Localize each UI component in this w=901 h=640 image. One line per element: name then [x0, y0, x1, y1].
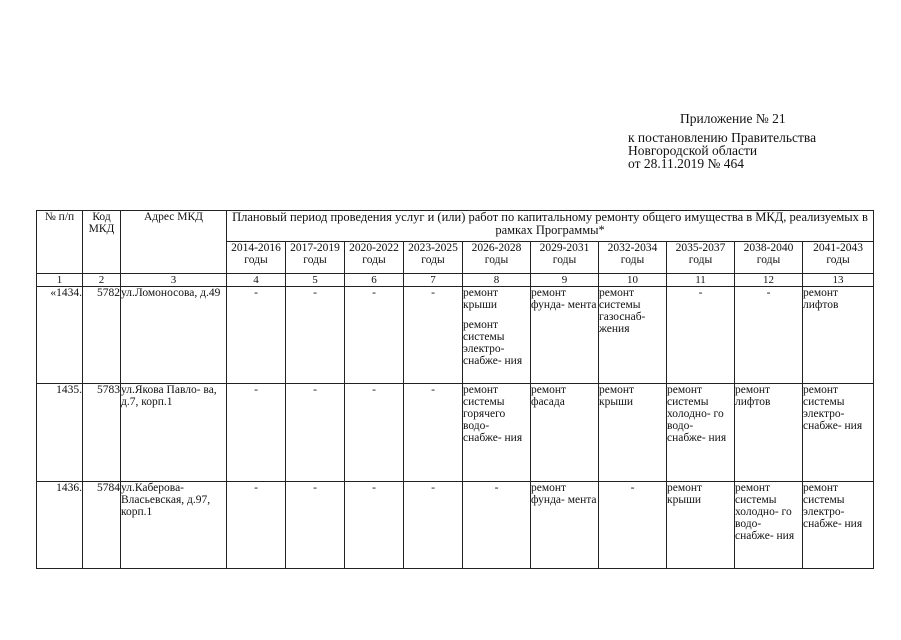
- work-item: ремонт фунда- мента: [531, 482, 597, 506]
- work-cell: [803, 384, 874, 482]
- work-item: ремонт лифтов: [803, 287, 839, 311]
- column-number: 10: [599, 274, 667, 287]
- building-code: 5783: [83, 384, 121, 482]
- header-period-title: Плановый период проведения услуг и (или) работ по капитальному ремонту общего имущества в МКД, реализуемых в рамках Программы*: [227, 211, 874, 242]
- building-code: 5782: [83, 287, 121, 384]
- header-line: к постановлению Правительства: [628, 130, 817, 145]
- no-work-dash: -: [372, 482, 376, 494]
- period-header: 2014-2016 годы: [227, 242, 286, 274]
- work-cell: [286, 482, 345, 569]
- period-header: 2041-2043 годы: [803, 242, 874, 274]
- work-cell: [345, 482, 404, 569]
- column-number: 12: [735, 274, 803, 287]
- no-work-dash: -: [313, 482, 317, 494]
- column-number: 3: [121, 274, 227, 287]
- column-number: 8: [463, 274, 531, 287]
- no-work-dash: -: [431, 384, 435, 396]
- no-work-dash: -: [254, 287, 258, 299]
- no-work-dash: -: [431, 287, 435, 299]
- work-cell: [531, 287, 599, 384]
- work-cell: [599, 384, 667, 482]
- header-code: Код МКД: [83, 211, 121, 274]
- period-header: 2032-2034 годы: [599, 242, 667, 274]
- column-number: 4: [227, 274, 286, 287]
- column-number: 9: [531, 274, 599, 287]
- work-cell: [735, 287, 803, 384]
- row-number: 1435.: [37, 384, 83, 482]
- table-row: [37, 384, 874, 482]
- work-cell: [227, 482, 286, 569]
- header-line: от 28.11.2019 № 464: [628, 156, 744, 171]
- work-cell: [227, 384, 286, 482]
- no-work-dash: -: [766, 287, 771, 299]
- column-number: 11: [667, 274, 735, 287]
- no-work-dash: -: [313, 384, 317, 396]
- table-row: [37, 482, 874, 569]
- row-number: «1434.: [37, 287, 83, 384]
- period-header: 2023-2025 годы: [404, 242, 463, 274]
- work-item: ремонт крыши: [599, 384, 635, 408]
- column-number: 1: [37, 274, 83, 287]
- period-header: 2038-2040 годы: [735, 242, 803, 274]
- work-item: ремонт лифтов: [735, 384, 771, 408]
- header-address: Адрес МКД: [121, 211, 227, 274]
- work-cell: [735, 482, 803, 569]
- column-number: 7: [404, 274, 463, 287]
- work-cell: [345, 384, 404, 482]
- no-work-dash: -: [254, 384, 258, 396]
- no-work-dash: -: [431, 482, 435, 494]
- work-cell: [463, 384, 531, 482]
- header-line: Новгородской области: [628, 143, 758, 158]
- no-work-dash: -: [372, 384, 376, 396]
- building-address: ул.Каберова- Власьевская, д.97, корп.1: [121, 482, 227, 569]
- work-cell: [404, 287, 463, 384]
- no-work-dash: -: [494, 482, 499, 494]
- work-cell: [404, 482, 463, 569]
- work-item: ремонт фасада: [531, 384, 567, 408]
- work-cell: [531, 384, 599, 482]
- period-header: 2035-2037 годы: [667, 242, 735, 274]
- work-cell: [286, 384, 345, 482]
- work-cell: [599, 482, 667, 569]
- work-cell: [463, 482, 531, 569]
- work-cell: [667, 287, 735, 384]
- work-item: ремонт системы газоснаб- жения: [599, 287, 646, 335]
- work-item: ремонт системы холодно- го водо- снабже- ния: [667, 384, 727, 444]
- work-cell: [345, 287, 404, 384]
- column-number: 5: [286, 274, 345, 287]
- column-number: 2: [83, 274, 121, 287]
- header-num: № п/п: [37, 211, 83, 274]
- no-work-dash: -: [630, 482, 635, 494]
- no-work-dash: -: [372, 287, 376, 299]
- work-item: ремонт фунда- мента: [531, 287, 597, 311]
- appendix-header: [628, 112, 816, 170]
- work-cell: [667, 482, 735, 569]
- work-item: ремонт системы электро- снабже- ния: [463, 319, 523, 367]
- period-header: 2026-2028 годы: [463, 242, 531, 274]
- column-number: 6: [345, 274, 404, 287]
- building-address: ул.Ломоносова, д.49: [121, 287, 227, 384]
- work-cell: [735, 384, 803, 482]
- work-item: ремонт системы электро- снабже- ния: [803, 384, 863, 432]
- building-code: 5784: [83, 482, 121, 569]
- appendix-title: Приложение № 21: [680, 111, 786, 126]
- no-work-dash: -: [254, 482, 258, 494]
- no-work-dash: -: [313, 287, 317, 299]
- work-cell: [667, 384, 735, 482]
- work-cell: [227, 287, 286, 384]
- work-cell: [286, 287, 345, 384]
- capital-repair-table: [36, 210, 874, 569]
- row-number: 1436.: [37, 482, 83, 569]
- work-cell: [463, 287, 531, 384]
- period-header: 2029-2031 годы: [531, 242, 599, 274]
- period-header: 2017-2019 годы: [286, 242, 345, 274]
- work-item: ремонт системы холодно- го водо- снабже- ния: [735, 482, 795, 542]
- work-cell: [803, 482, 874, 569]
- work-item: ремонт системы электро- снабже- ния: [803, 482, 863, 530]
- work-cell: [803, 287, 874, 384]
- work-cell: [404, 384, 463, 482]
- work-item: ремонт крыши: [463, 287, 499, 311]
- table-row: [37, 287, 874, 384]
- no-work-dash: -: [698, 287, 703, 299]
- column-number: 13: [803, 274, 874, 287]
- work-cell: [599, 287, 667, 384]
- building-address: ул.Якова Павло- ва, д.7, корп.1: [121, 384, 227, 482]
- work-item: ремонт крыши: [667, 482, 703, 506]
- period-header: 2020-2022 годы: [345, 242, 404, 274]
- work-item: ремонт системы горячего водо- снабже- ния: [463, 384, 523, 444]
- work-cell: [531, 482, 599, 569]
